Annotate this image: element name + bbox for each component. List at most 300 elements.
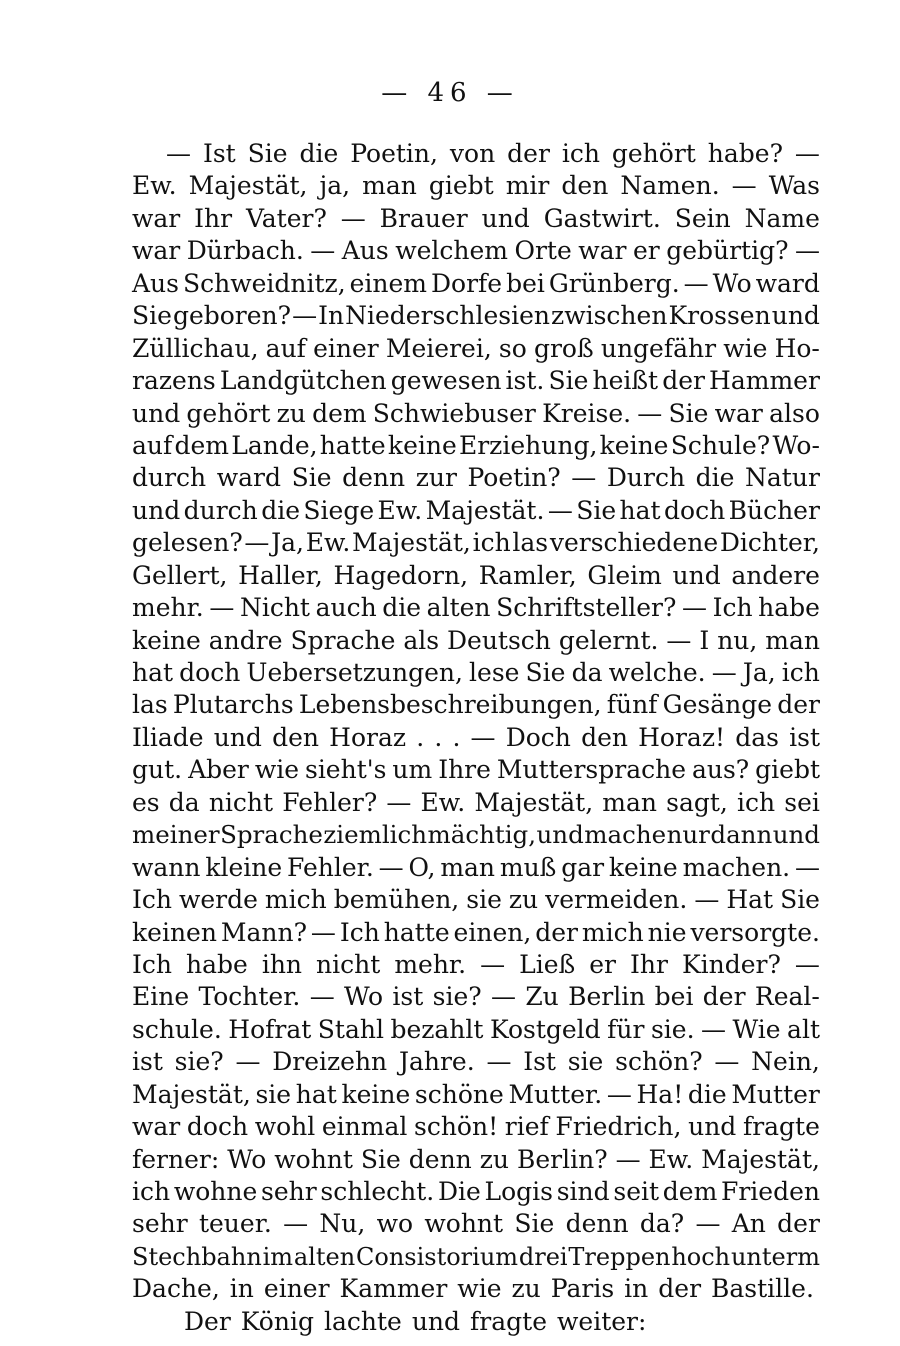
word: machen. (682, 852, 791, 882)
word: Durch (606, 463, 686, 493)
word: mache (584, 820, 667, 850)
text-line (132, 1111, 820, 1143)
text-line (132, 365, 820, 397)
word: nicht (316, 949, 381, 979)
word: schule. (132, 1014, 222, 1044)
word: sehr (132, 1209, 188, 1239)
word: gehört (186, 398, 271, 428)
word: keine (132, 625, 201, 655)
word: im (262, 1242, 294, 1271)
word: hat (619, 495, 661, 525)
word: Stahl (317, 1014, 384, 1044)
word: keine (387, 430, 457, 460)
word: Mann? (220, 917, 307, 947)
word: Ist (523, 1047, 556, 1077)
word: teuer. (198, 1209, 272, 1239)
word: der (702, 982, 746, 1012)
text-line (132, 1079, 820, 1111)
text-line (132, 981, 820, 1013)
word: Doch (505, 722, 571, 752)
page-number-header: — 46 — (381, 78, 519, 108)
word: der (777, 1209, 820, 1239)
word: Sie (132, 301, 172, 331)
word: werde (178, 885, 258, 915)
word: zu (479, 1144, 510, 1174)
word: sei (784, 787, 820, 817)
word: Sprache (290, 625, 396, 655)
word: und (536, 820, 584, 850)
word: Grünberg. (548, 268, 680, 298)
word: wohne (173, 1177, 258, 1206)
word: hat (132, 658, 174, 687)
text-line (132, 268, 820, 300)
word: dem (174, 430, 229, 460)
word: Sie (291, 463, 332, 493)
word: sie? (174, 1047, 224, 1077)
word: ward (755, 268, 820, 298)
word: Sie (576, 495, 617, 525)
word: bezahlt (390, 1014, 484, 1044)
word: weiter: (557, 1306, 647, 1336)
word: dem (662, 1177, 718, 1206)
word: Dichter, (719, 528, 820, 558)
word: mächtig, (427, 820, 537, 850)
word: Hagedorn, (333, 560, 469, 590)
word: Kostgeld (489, 1014, 601, 1044)
word: zu (511, 1274, 541, 1304)
word: ist (132, 1047, 163, 1077)
word: Sprache (220, 820, 323, 850)
word: — (209, 593, 235, 623)
word: das (735, 722, 779, 752)
word: war (578, 236, 627, 266)
word: durch (132, 463, 207, 493)
word: Paris (550, 1274, 615, 1304)
word: Schriftsteller? (496, 593, 677, 623)
word: Consistorium (356, 1242, 519, 1271)
word: . (452, 722, 461, 752)
word: drei (518, 1242, 568, 1271)
word: sie (255, 1079, 292, 1109)
word: ziemlich (323, 820, 428, 850)
word: Ew. (305, 528, 351, 558)
text-line (132, 170, 820, 202)
word: doch (179, 658, 241, 687)
word: Uebersetzungen, (246, 658, 463, 687)
word: Muttersprache (496, 755, 686, 785)
word: wohnt (424, 1209, 504, 1239)
word: andere (731, 560, 820, 590)
word: nie (647, 917, 687, 947)
word: kleine (205, 852, 283, 882)
word: ist. (505, 366, 545, 396)
word: Sein (674, 203, 731, 233)
word: — (637, 398, 663, 428)
word: Name (744, 203, 820, 233)
word: um (392, 755, 433, 785)
word: Jahre. (398, 1047, 475, 1077)
word: hatte (319, 430, 386, 460)
word: Ich (712, 593, 753, 623)
word: Logis (484, 1177, 553, 1206)
word: den (272, 722, 320, 752)
word: keinen (132, 917, 217, 947)
word: — (283, 1209, 309, 1239)
word: sehr (261, 1177, 317, 1206)
word: denn (342, 463, 406, 493)
word: keine (608, 852, 678, 882)
word: — (682, 593, 707, 623)
word: gewesen (390, 366, 502, 396)
word: Ja, (271, 528, 304, 558)
word: — (309, 982, 335, 1012)
word: Majestät, (474, 787, 594, 817)
word: keine (341, 1079, 411, 1109)
word: las (132, 690, 168, 720)
word: Der (184, 1306, 231, 1336)
word: Ja, (742, 658, 776, 687)
word: den (561, 171, 609, 201)
word: man (440, 852, 496, 882)
word: Schule? (670, 430, 771, 460)
word: sagt, (666, 787, 728, 817)
text-line (132, 592, 820, 624)
word: auf (265, 333, 306, 363)
word: Wo (227, 1144, 267, 1174)
word: Krossen (668, 301, 771, 331)
word: — (794, 852, 820, 882)
word: sie. (650, 1014, 695, 1044)
word: Sie (780, 885, 820, 915)
word: Wo (712, 268, 752, 298)
word: die (261, 495, 300, 525)
text-line (132, 1176, 820, 1208)
word: Poetin? (467, 463, 561, 493)
word: Majestät, (132, 1079, 251, 1109)
word: einer (313, 333, 379, 363)
text-line (132, 333, 820, 365)
text-line (132, 949, 820, 981)
word: er (632, 236, 660, 266)
word: die (695, 463, 735, 493)
word: fünf (606, 690, 658, 720)
word: — (378, 852, 404, 882)
word: den (581, 722, 628, 752)
word: bei (506, 268, 545, 298)
word: schöne (414, 1079, 504, 1109)
word: mehr. (394, 949, 467, 979)
word: hat (295, 1079, 337, 1109)
word: gelesen? (132, 528, 243, 558)
word: wohnt (274, 1144, 353, 1174)
text-line (132, 1144, 820, 1176)
word: die (299, 139, 339, 168)
text-line (132, 300, 820, 332)
word: razens (132, 366, 216, 396)
word: andre (208, 625, 283, 655)
word: nicht (208, 787, 274, 817)
word: Bastille. (711, 1274, 814, 1304)
word: Berlin? (516, 1144, 608, 1174)
word: und (213, 722, 262, 752)
word: Hat (726, 885, 774, 915)
word: denn (408, 1144, 472, 1174)
text-line (132, 754, 820, 786)
word: mir (505, 171, 550, 201)
word: denn (565, 1209, 629, 1239)
word: man (765, 625, 820, 655)
word: Real- (754, 982, 820, 1012)
text-line (132, 203, 820, 235)
word: Nicht (239, 593, 310, 623)
word: Natur (745, 463, 820, 493)
word: Mutter (731, 1079, 820, 1109)
word: sieht's (304, 755, 387, 785)
word: Ramler, (478, 560, 577, 590)
word: aus? (691, 755, 750, 785)
word: und (481, 203, 530, 233)
word: geboren? (172, 301, 292, 331)
word: da (571, 658, 603, 687)
word: einem (349, 268, 428, 298)
word: ihn (261, 949, 303, 979)
word: Ew. (420, 787, 466, 817)
word: — (731, 171, 757, 201)
word: Dache, (132, 1274, 220, 1304)
word: — (695, 1209, 721, 1239)
word: heißt (592, 366, 659, 396)
word: und (688, 1112, 737, 1142)
word: alten (426, 593, 491, 623)
word: Frieden (721, 1177, 820, 1206)
word: — (714, 1047, 740, 1077)
word: hoch (671, 1242, 731, 1271)
word: schön? (615, 1047, 703, 1077)
text-line (132, 722, 820, 754)
word: war (714, 398, 763, 428)
word: der (662, 366, 705, 396)
word: Sie (360, 1144, 401, 1174)
word: Erziehung, (458, 430, 598, 460)
word: Schweidnitz, (182, 268, 346, 298)
word: Niederschlesien (345, 301, 550, 331)
word: bemühen, (333, 885, 460, 915)
word: ist (392, 982, 424, 1012)
word: sie (466, 885, 502, 915)
word: Plutarchs (172, 690, 294, 720)
word: Namen. (620, 171, 720, 201)
word: zur (415, 463, 457, 493)
word: Ha! (636, 1079, 684, 1109)
word: Was (768, 171, 820, 201)
word: Poetin, (350, 139, 438, 168)
word: dem (312, 398, 367, 428)
word: Ho- (774, 333, 820, 363)
word: Siege (303, 495, 375, 525)
text-line (132, 1241, 820, 1273)
word: Sie (514, 1209, 555, 1239)
word: Aus (341, 236, 389, 266)
word: Fehler? (282, 787, 378, 817)
word: — (490, 982, 516, 1012)
word: Bücher (728, 495, 820, 525)
word: Vater? (245, 203, 327, 233)
word: Majestät. (425, 495, 545, 525)
word: Landgütchen (219, 366, 387, 396)
word: I (699, 625, 710, 655)
word: Ihre (438, 755, 491, 785)
word: Hofrat (228, 1014, 312, 1044)
word: — (547, 495, 573, 525)
word: Kinder? (681, 949, 781, 979)
word: Eine (132, 982, 190, 1012)
word: groß (533, 333, 594, 363)
word: — (166, 139, 191, 168)
word: gar (561, 852, 605, 882)
word: Schwiebuser (372, 398, 536, 428)
word: Meierei, (385, 333, 492, 363)
text-line (132, 917, 820, 949)
word: — (340, 203, 366, 233)
word: ich (737, 787, 776, 817)
word: Dürbach. (186, 236, 304, 266)
word: gelernt. (558, 625, 659, 655)
word: — (794, 236, 820, 266)
word: Nu, (319, 1209, 366, 1239)
text-line (132, 1208, 820, 1240)
word: durch (183, 495, 258, 525)
word: wohl (254, 1112, 316, 1142)
word: — (470, 722, 496, 752)
word: Mutter. (508, 1079, 603, 1109)
word: seit (613, 1177, 660, 1206)
word: Ich (132, 885, 172, 915)
word: Dorfe (431, 268, 503, 298)
word: meiner (132, 820, 220, 850)
word: ward (216, 463, 282, 493)
word: so (498, 333, 527, 363)
text-line (132, 1273, 820, 1305)
word: Ist (202, 139, 236, 168)
word: zu (276, 398, 306, 428)
word: Ich (339, 917, 380, 947)
word: Wie (732, 1014, 781, 1044)
word: Majestät, (352, 528, 471, 558)
word: für (607, 1014, 645, 1044)
word: Ew. (377, 495, 423, 525)
word: Hammer (709, 366, 820, 396)
word: Ew. (132, 171, 177, 201)
word: gut. (132, 755, 183, 785)
word: — (571, 463, 597, 493)
word: verschiedene (549, 528, 719, 558)
text-line (132, 819, 820, 851)
word: der (535, 917, 578, 947)
word: zwischen (551, 301, 668, 331)
word: — (606, 1079, 632, 1109)
word: Berlin (568, 982, 646, 1012)
word: unterm (730, 1242, 820, 1271)
word: Gastwirt. (543, 203, 661, 233)
word: alten (293, 1242, 356, 1271)
word: Zu (525, 982, 559, 1012)
word: sie (567, 1047, 604, 1077)
word: der (658, 1274, 702, 1304)
word: ich (472, 528, 511, 558)
word: als (403, 625, 440, 655)
word: doch (186, 1112, 249, 1142)
text-line (132, 138, 820, 170)
word: und (132, 495, 181, 525)
word: Aber (188, 755, 249, 785)
word: König (240, 1306, 314, 1336)
word: doch (664, 495, 726, 525)
word: Majestät, (188, 171, 308, 201)
word: zu (508, 885, 539, 915)
word: — (292, 301, 318, 331)
word: Iliade (132, 722, 204, 752)
word: versorgte. (690, 917, 820, 947)
text-line (132, 1014, 820, 1046)
word: wie (723, 333, 768, 363)
text-line (132, 560, 820, 592)
word: Lebensbeschreibungen, (298, 690, 602, 720)
word: und (132, 398, 181, 428)
word: Treppen (568, 1242, 671, 1271)
word: ich (132, 1177, 171, 1206)
word: — (794, 139, 820, 168)
word: Sie (668, 398, 709, 428)
word: Ließ (519, 949, 576, 979)
word: wo (376, 1209, 414, 1239)
word: nu, (717, 625, 758, 655)
word: keine (599, 430, 669, 460)
word: sind (556, 1177, 610, 1206)
text-line (132, 430, 820, 462)
word: — (794, 949, 820, 979)
word: Die (437, 1177, 481, 1206)
text-line (132, 1306, 820, 1338)
word: vermeiden. (545, 885, 688, 915)
word: — (235, 1047, 261, 1077)
word: ich (561, 139, 600, 168)
text-line (132, 689, 820, 721)
word: Wo (344, 982, 384, 1012)
text-line (132, 235, 820, 267)
text-line (132, 1046, 820, 1078)
word: Kreise. (542, 398, 632, 428)
word: Züllichau, (132, 333, 259, 363)
word: las (512, 528, 549, 558)
word: Gellert, (132, 560, 228, 590)
word: und (772, 820, 820, 850)
word: Nein, (751, 1047, 820, 1077)
word: Ew. (648, 1144, 694, 1174)
word: — (701, 1014, 727, 1044)
word: hatte (383, 917, 450, 947)
word: — (386, 787, 412, 817)
word: fragte (742, 1112, 820, 1142)
word: Ihr (629, 949, 668, 979)
text-line (132, 462, 820, 494)
word: Deutsch (446, 625, 551, 655)
word: — (711, 658, 737, 687)
word: auf (132, 430, 173, 460)
word: und (672, 560, 721, 590)
word: Dreizehn (272, 1047, 388, 1077)
word: ja, (319, 171, 351, 201)
word: alt (787, 1014, 820, 1044)
